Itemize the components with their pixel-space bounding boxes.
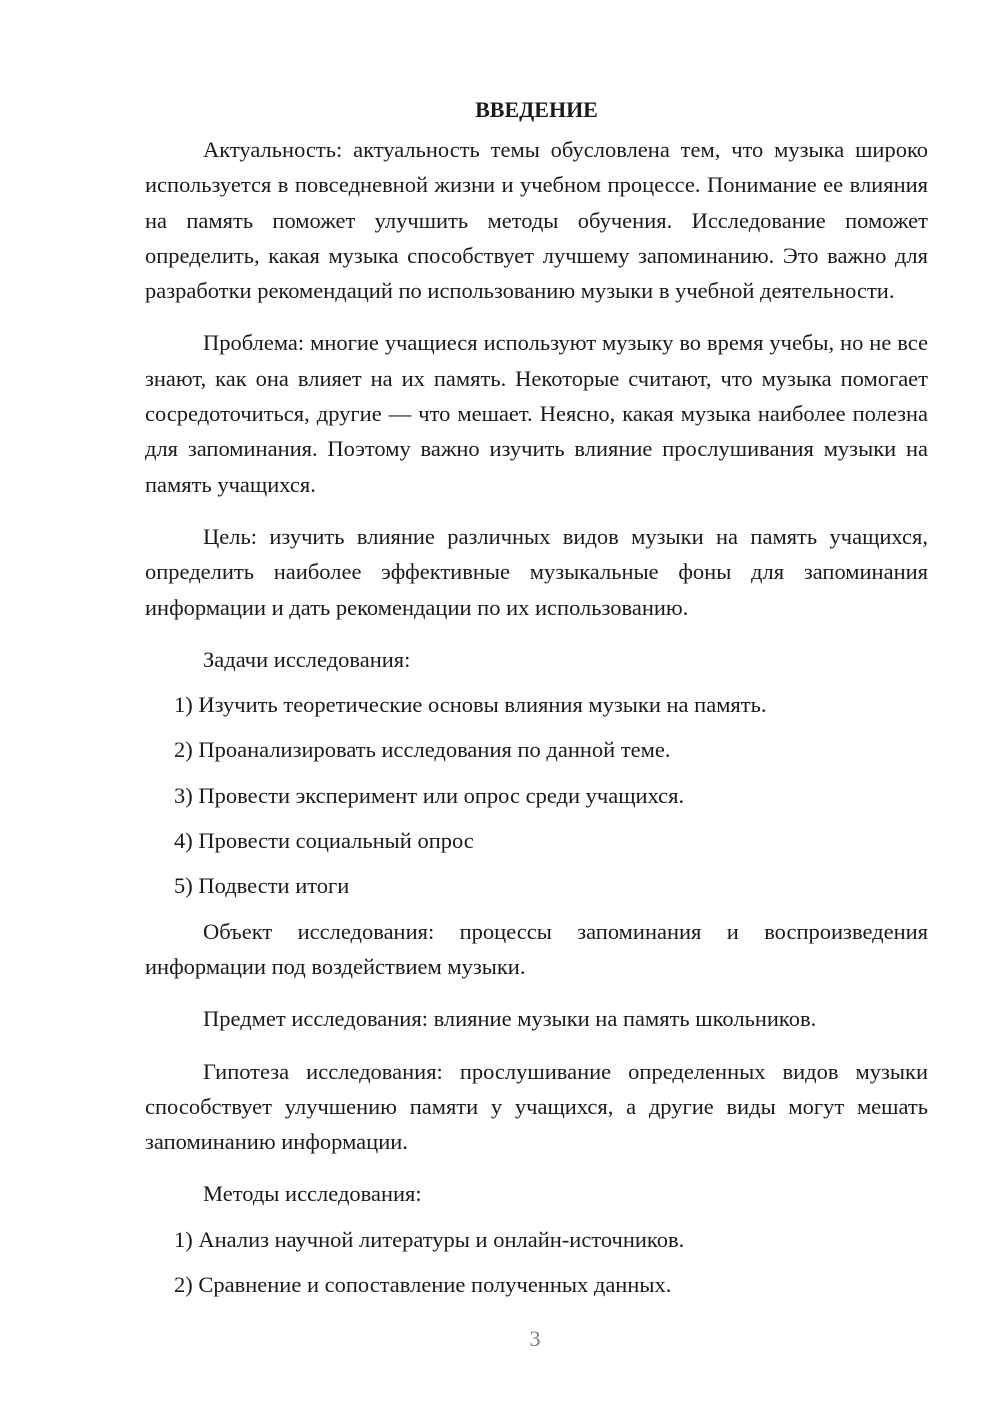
problem-paragraph: Проблема: многие учащиеся используют музыку во время учебы, но не все знают, как она влияет на их память. Некоторые считают, что музыка помогает сосредоточиться, другие — что мешает. Неясно, какая музыка наиболее полезна для запоминания. Поэтому важно изучить влияние прослушивания музыки на память учащихся. (145, 330, 928, 497)
list-item: 1) Изучить теоретические основы влияния музыки на память. (174, 692, 767, 718)
tasks-list (145, 687, 928, 903)
methods-list (145, 1222, 928, 1303)
list-item: 1) Анализ научной литературы и онлайн-источников. (174, 1226, 685, 1252)
goal-paragraph: Цель: изучить влияние различных видов музыки на память учащихся, определить наиболее эффективные музыкальные фоны для запоминания информации и дать рекомендации по их использованию. (145, 523, 928, 620)
page-number: 3 (529, 1326, 541, 1351)
hypothesis-paragraph: Гипотеза исследования: прослушивание определенных видов музыки способствует улучшению памяти у учащихся, а другие виды могут мешать запоминанию информации. (145, 1058, 928, 1155)
subject-paragraph: Предмет исследования: влияние музыки на память школьников. (203, 1006, 817, 1032)
relevance-paragraph: Актуальность: актуальность темы обусловлена тем, что музыка широко используется в повседневной жизни и учебном процессе. Понимание ее влияния на память поможет улучшить методы обучения. Исследование поможет определить, какая музыка способствует лучшему запоминанию. Это важно для разработки рекомендаций по использованию музыки в учебной деятельности. (145, 137, 928, 304)
list-item: 5) Подвести итоги (174, 873, 350, 899)
list-item: 2) Сравнение и сопоставление полученных данных. (174, 1272, 672, 1298)
document-page (145, 92, 928, 1312)
object-paragraph: Объект исследования: процессы запоминания и воспроизведения информации под воздействием музыки. (145, 918, 928, 979)
list-item: 4) Провести социальный опрос (174, 828, 474, 854)
list-item: 3) Провести эксперимент или опрос среди учащихся. (174, 782, 685, 808)
tasks-heading: Задачи исследования: (203, 646, 411, 672)
section-title: ВВЕДЕНИЕ (475, 97, 598, 122)
methods-heading: Методы исследования: (203, 1181, 422, 1207)
list-item: 2) Проанализировать исследования по данной теме. (174, 737, 671, 763)
